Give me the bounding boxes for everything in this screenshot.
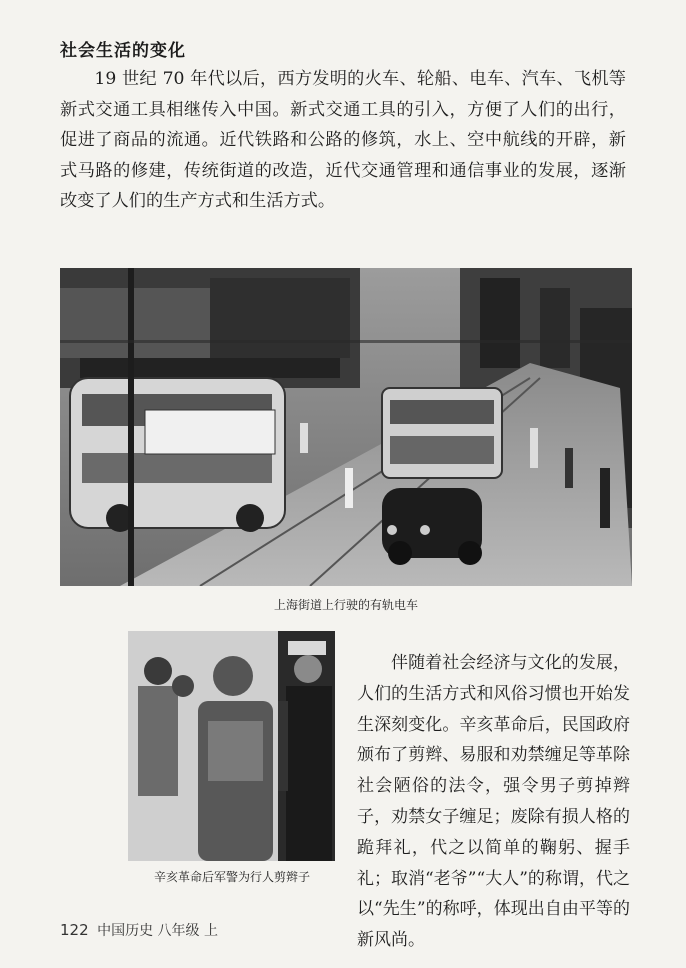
paragraph-transport: 19 世纪 70 年代以后，西方发明的火车、轮船、电车、汽车、飞机等新式交通工具相继传入中国。新式交通工具的引入，方便了人们的出行，促进了商品的流通。近代铁路和公路的修筑，水上、空中航线的开辟，新式马路的修建，传统街道的改造，近代交通管理和通信事业的发展，逐渐改变了人们的生产方式和生活方式。 xyxy=(60,69,626,212)
book-title: 中国历史 八年级 上 xyxy=(97,923,218,939)
queue-photo-caption: 辛亥革命后军警为行人剪辫子 xyxy=(153,870,310,884)
tram-photo-caption: 上海街道上行驶的有轨电车 xyxy=(273,598,418,612)
page-footer xyxy=(60,920,218,940)
tram-street-photo xyxy=(60,268,632,586)
paragraph-customs: 伴随着社会经济与文化的发展，人们的生活方式和风俗习惯也开始发生深刻变化。辛亥革命后，民国政府颁布了剪辫、易服和劝禁缠足等革除社会陋俗的法令，强令男子剪掉辫子，劝禁女子缠足；废除有损人格的跪拜礼，代之以简单的鞠躬、握手礼；取消“老爷”“大人”的称谓，代之以“先生”的称呼，体现出自由平等的新风尚。 xyxy=(357,653,630,951)
page-number: 122 xyxy=(60,921,89,939)
queue-cutting-photo xyxy=(128,631,335,861)
section-title: 社会生活的变化 xyxy=(60,41,186,61)
tram-street-illustration xyxy=(60,268,632,586)
queue-cutting-illustration xyxy=(128,631,335,861)
